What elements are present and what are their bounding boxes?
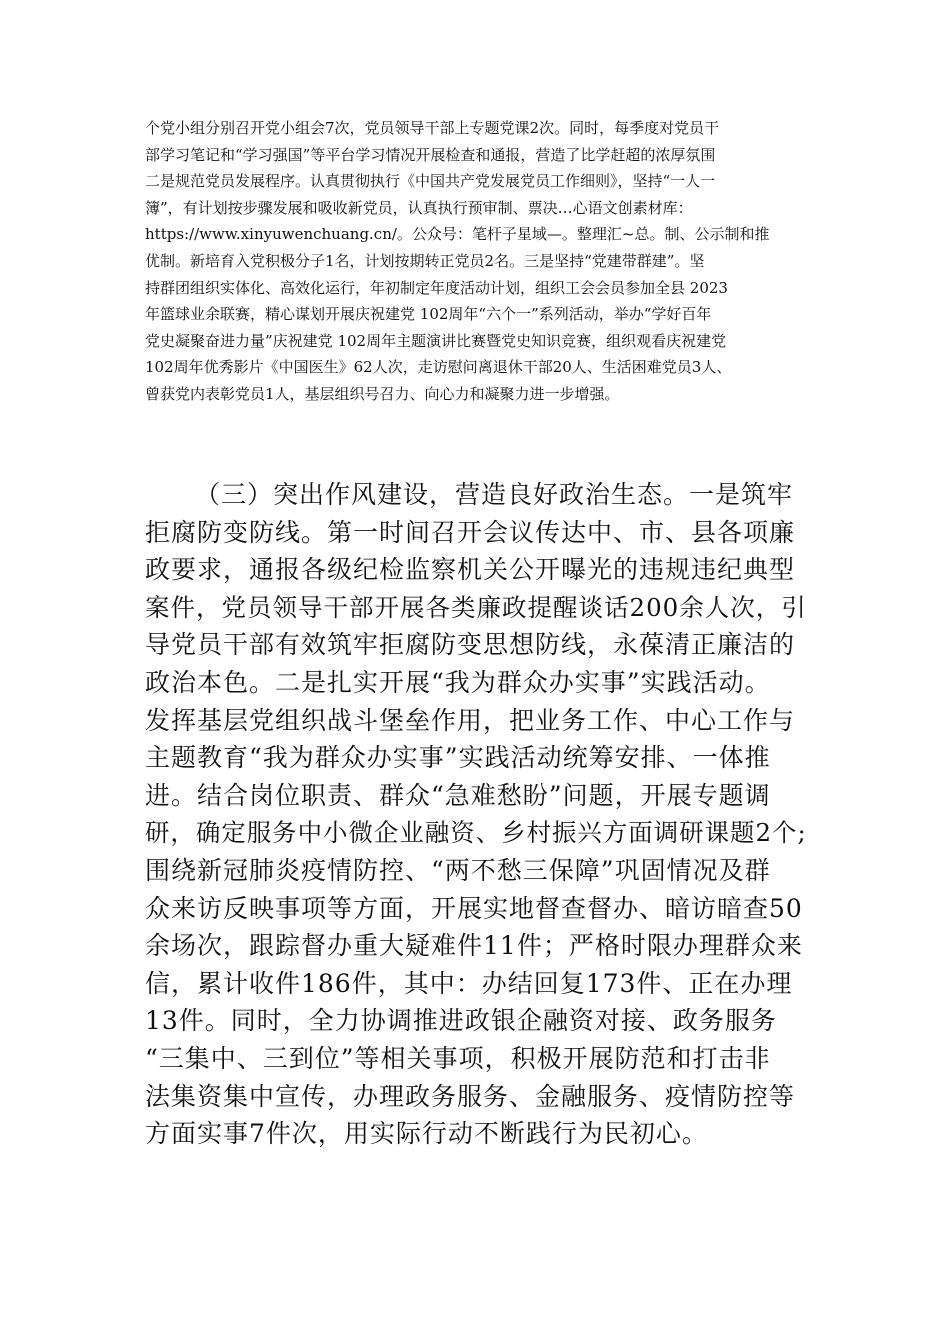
- text-line: 法集资集中宣传，办理政务服务、金融服务、疫情防控等: [145, 1081, 796, 1111]
- section-heading-line: （三）突出作风建设，营造良好政治生态。一是筑牢: [195, 480, 794, 509]
- text-line: 主题教育“我为群众办实事”实践活动统筹安排、一体推: [145, 743, 771, 773]
- text-line: 围绕新冠肺炎疫情防控、“两不愁三保障”巩固情况及群: [145, 855, 771, 885]
- section-three-paragraph: [145, 476, 810, 1153]
- text-line: 二是规范党员发展程序。认真贯彻执行《中国共产党发展党员工作细则》，坚持“一人一: [145, 172, 716, 191]
- text-line: 发挥基层党组织战斗堡垒作用，把业务工作、中心工作与: [145, 705, 796, 735]
- text-line: 个党小组分别召开党小组会7次，党员领导干部上专题党课2次。同时，每季度对党员干: [145, 119, 720, 137]
- text-line: 信，累计收件186件，其中：办结回复173件、正在办理: [145, 968, 793, 998]
- text-line: 党史凝聚奋进力量”庆祝建党 102周年主题演讲比赛暨党史知识竞赛，组织观看庆祝建党: [145, 331, 727, 350]
- text-line: 进。结合岗位职责、群众“急难愁盼”问题，开展专题调: [145, 780, 771, 810]
- text-line: 持群团组织实体化、高效化运行，年初制定年度活动计划，组织工会会员参加全县 2023: [145, 278, 728, 297]
- text-line: 曾获党内表彰党员1人，基层组织号召力、向心力和凝聚力进一步增强。: [145, 384, 620, 403]
- text-line: 簿”，有计划按步骤发展和吸收新党员，认真执行预审制、票决…心语文创素材库：: [145, 198, 693, 217]
- text-line: 导党员干部有效筑牢拒腐防变思想防线，永葆清正廉洁的: [145, 630, 796, 660]
- small-text-paragraph: [145, 115, 810, 408]
- text-line: 拒腐防变防线。第一时间召开会议传达中、市、县各项廉: [145, 517, 796, 547]
- text-line: “三集中、三到位”等相关事项，积极开展防范和打击非: [145, 1043, 771, 1073]
- text-line: 政治本色。二是扎实开展“我为群众办实事”实践活动。: [145, 667, 771, 697]
- text-line: 政要求，通报各级纪检监察机关公开曝光的违规违纪典型: [145, 555, 796, 585]
- text-line: 众来访反映事项等方面，开展实地督查督办、暗访暗查50: [145, 893, 803, 923]
- text-line: 优制。新培育入党积极分子1名，计划按期转正党员2名。三是坚持“党建带群建”。坚: [145, 251, 705, 270]
- text-line: 13件。同时，全力协调推进政银企融资对接、政务服务: [145, 1006, 777, 1036]
- text-line: 案件，党员领导干部开展各类廉政提醒谈话200余人次，引: [145, 592, 807, 622]
- text-line-with-url: https://www.xinyuwenchuang.cn/。公众号：笔杆子星域—。整理汇~总。制、公示制和推: [145, 225, 770, 244]
- text-line: 研，确定服务中小微企业融资、乡村振兴方面调研课题2个;: [145, 818, 807, 848]
- text-line: 部学习笔记和“学习强国”等平台学习情况开展检查和通报，营造了比学赶超的浓厚氛围: [145, 145, 716, 164]
- text-line: 方面实事7件次，用实际行动不断践行为民初心。: [145, 1119, 708, 1149]
- text-line: 102周年优秀影片《中国医生》62人次，走访慰问离退休干部20人、生活困难党员3人、: [145, 358, 732, 377]
- text-line: 余场次，跟踪督办重大疑难件11件；严格时限办理群众来: [145, 931, 803, 961]
- text-line: 年篮球业余联赛，精心谋划开展庆祝建党 102周年“六个一”系列活动，举办“学好百年: [145, 305, 712, 324]
